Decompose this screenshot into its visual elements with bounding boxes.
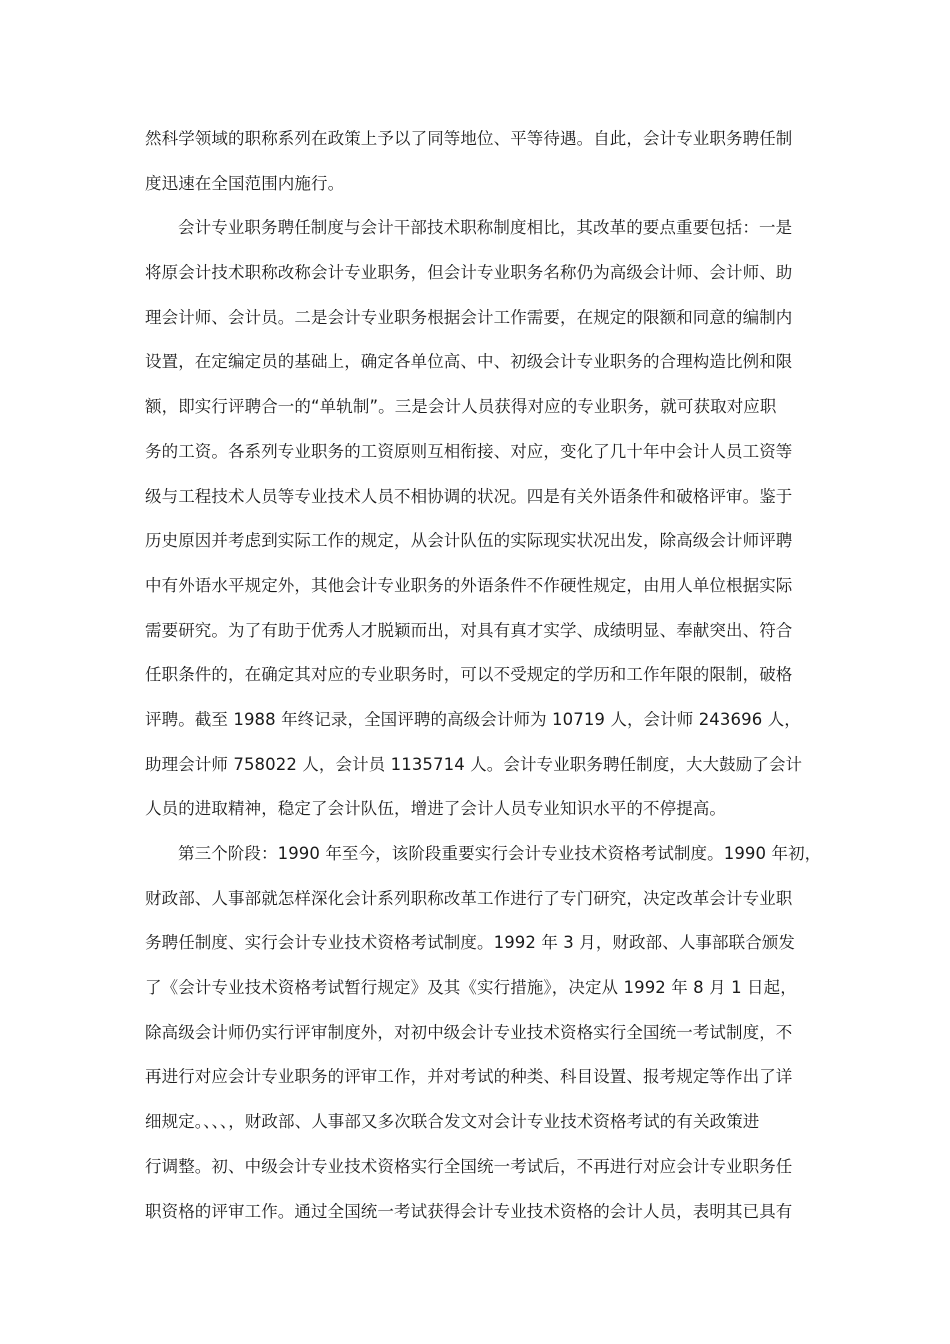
text-line: 任职条件的，在确定其对应的专业职务时，可以不受规定的学历和工作年限的限制，破格 [145,665,793,685]
text-line: 细规定。、、、，财政部、人事部又多次联合发文对会计专业技术资格考试的有关政策进 [145,1112,760,1132]
text-line: 了《会计专业技术资格考试暂行规定》及其《实行措施》，决定从 1992 年 8 月 1 日起， [145,978,797,998]
text-line: 再进行对应会计专业职务的评审工作，并对考试的种类、科目设置、报考规定等作出了详 [145,1067,793,1087]
text-line: 历史原因并考虑到实际工作的规定，从会计队伍的实际现实状况出发，除高级会计师评聘 [145,531,793,551]
text-line: 度迅速在全国范围内施行。 [145,173,345,193]
paragraph-first-line: 会计专业职务聘任制度与会计干部技术职称制度相比，其改革的要点重要包括：一是 [178,218,793,238]
text-line: 设置，在定编定员的基础上，确定各单位高、中、初级会计专业职务的合理构造比例和限 [145,352,793,372]
text-line: 理会计师、会计员。二是会计专业职务根据会计工作需要，在规定的限额和同意的编制内 [145,307,793,327]
document-body [145,124,825,1241]
text-line: 人员的进取精神，稳定了会计队伍，增进了会计人员专业知识水平的不停提高。 [145,799,726,819]
text-line: 评聘。截至 1988 年终记录，全国评聘的高级会计师为 10719 人，会计师 243696 人， [145,709,801,729]
text-line: 行调整。初、中级会计专业技术资格实行全国统一考试后，不再进行对应会计专业职务任 [145,1156,793,1176]
text-line: 需要研究。为了有助于优秀人才脱颖而出，对具有真才实学、成绩明显、奉献突出、符合 [145,620,793,640]
text-line: 将原会计技术职称改称会计专业职务，但会计专业职务名称仍为高级会计师、会计师、助 [145,263,793,283]
text-line: 财政部、人事部就怎样深化会计系列职称改革工作进行了专门研究，决定改革会计专业职 [145,888,793,908]
text-line: 级与工程技术人员等专业技术人员不相协调的状况。四是有关外语条件和破格评审。鉴于 [145,486,793,506]
text-line: 职资格的评审工作。通过全国统一考试获得会计专业技术资格的会计人员，表明其已具有 [145,1201,793,1221]
text-line: 务的工资。各系列专业职务的工资原则互相衔接、对应，变化了几十年中会计人员工资等 [145,441,793,461]
text-line: 额，即实行评聘合一的“单轨制”。三是会计人员获得对应的专业职务，就可获取对应职 [145,397,777,417]
paragraph-first-line: 第三个阶段：1990 年至今，该阶段重要实行会计专业技术资格考试制度。1990 年初， [178,844,822,863]
text-line: 务聘任制度、实行会计专业技术资格考试制度。1992 年 3 月，财政部、人事部联合颁发 [145,933,796,953]
text-line: 除高级会计师仍实行评审制度外，对初中级会计专业技术资格实行全国统一考试制度，不 [145,1022,793,1042]
text-line: 然科学领域的职称系列在政策上予以了同等地位、平等待遇。自此，会计专业职务聘任制 [145,129,793,148]
text-line: 中有外语水平规定外，其他会计专业职务的外语条件不作硬性规定，由用人单位根据实际 [145,575,793,595]
text-line: 助理会计师 758022 人，会计员 1135714 人。会计专业职务聘任制度，大大鼓励了会计 [145,754,803,774]
